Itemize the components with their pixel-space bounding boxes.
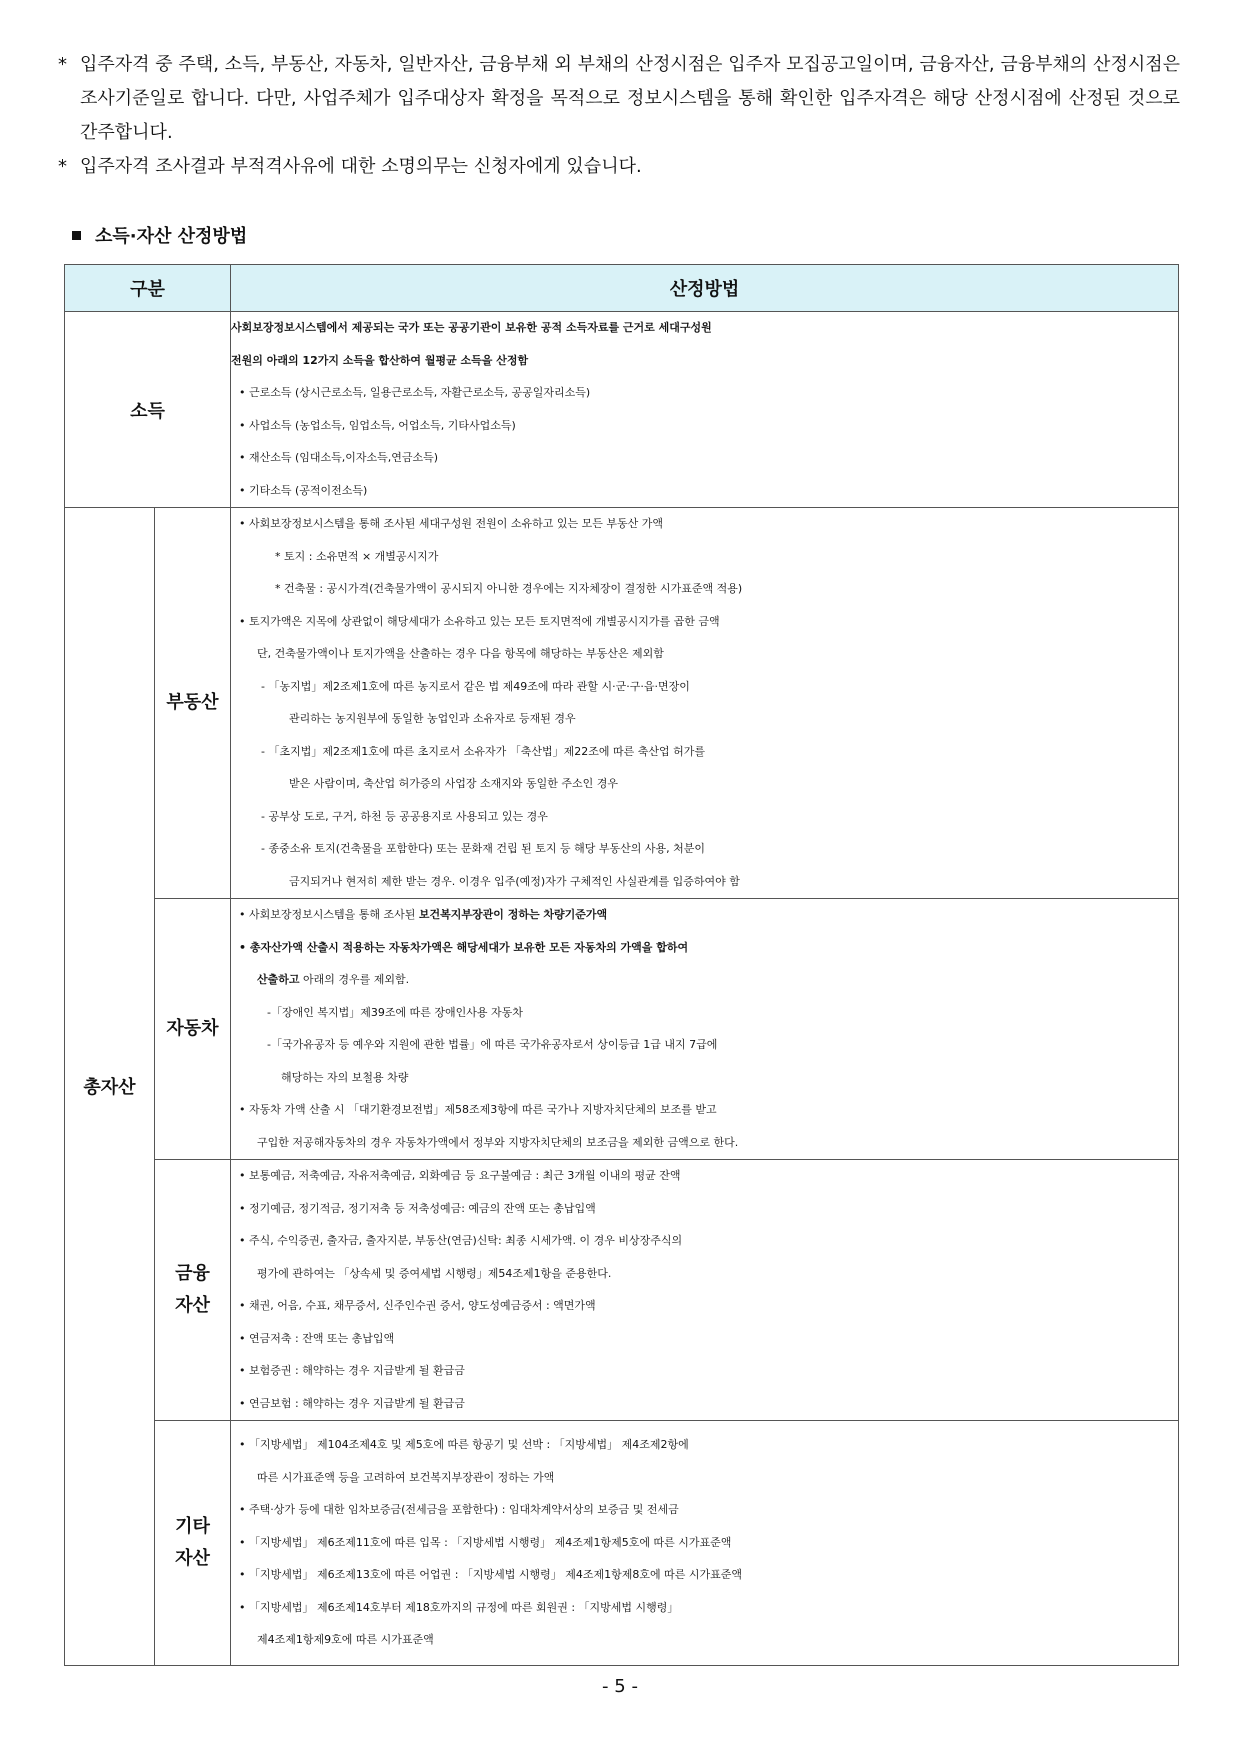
car-line: 해당하는 자의 보철용 차량 xyxy=(281,1070,409,1084)
car-line: • 사회보장정보시스템을 통해 조사된 보건복지부장관이 정하는 차량기준가액 xyxy=(239,908,608,921)
income-label: 소득 xyxy=(65,312,231,508)
car-line: 구입한 저공해자동차의 경우 자동차가액에서 정부와 지방자치단체의 보조금을 제외한 금액으로 한다. xyxy=(257,1135,739,1149)
other-line: • 「지방세법」 제6조제13호에 따른 어업권 : 「지방세법 시행령」 제4조제1항제8호에 따른 시가표준액 xyxy=(239,1568,743,1581)
car-line: -「장애인 복지법」제39조에 따른 장애인사용 자동차 xyxy=(267,1005,523,1019)
notes xyxy=(58,48,1180,184)
other-line: • 주택·상가 등에 대한 임차보증금(전세금을 포함한다) : 임대차계약서상의 보증금 및 전세금 xyxy=(239,1503,679,1516)
real-estate-line: * 건축물 : 공시가격(건축물가액이 공시되지 아니한 경우에는 지자체장이 결정한 시가표준액 적용) xyxy=(275,582,743,595)
financial-line: • 보통예금, 저축예금, 자유저축예금, 외화예금 등 요구불예금 : 최근 3개월 이내의 평균 잔액 xyxy=(239,1169,681,1182)
other-line: 따른 시가표준액 등을 고려하여 보건복지부장관이 정하는 가액 xyxy=(257,1470,555,1484)
note-text: 입주자격 중 주택, 소득, 부동산, 자동차, 일반자산, 금융부채 외 부채의 산정시점은 입주자 모집공고일이며, 금융자산, 금융부채의 산정시점은 조사기준일로 합니다. 다만, 사업주체가 입주대상자 확정을 목적으로 정보시스템을 통해 확인한 입주자격은 해당 산정시점에 산정된 것으로 간주합니다. xyxy=(80,54,1180,143)
table-row-income xyxy=(65,312,1179,508)
financial-line: 평가에 관하여는 「상속세 및 증여세법 시행령」제54조제1항을 준용한다. xyxy=(257,1266,612,1280)
real-estate-content xyxy=(231,508,1179,899)
real-estate-line: • 토지가액은 지목에 상관없이 해당세대가 소유하고 있는 모든 토지면적에 개별공시지가를 곱한 금액 xyxy=(239,614,720,628)
other-label: 기타 자산 xyxy=(155,1421,231,1666)
income-line: • 재산소득 (임대소득,이자소득,연금소득) xyxy=(239,451,439,464)
table-header-row xyxy=(65,265,1179,312)
financial-line: • 주식, 수익증권, 출자금, 출자지분, 부동산(연금)신탁: 최종 시세가액. 이 경우 비상장주식의 xyxy=(239,1234,683,1247)
square-bullet-icon xyxy=(72,231,81,240)
car-line: • 자동차 가액 산출 시 「대기환경보전법」제58조제3항에 따른 국가나 지방자치단체의 보조를 받고 xyxy=(239,1103,717,1116)
real-estate-line: 관리하는 농지원부에 동일한 농업인과 소유자로 등재된 경우 xyxy=(289,712,576,725)
income-line: 전원의 아래의 12가지 소득을 합산하여 월평균 소득을 산정함 xyxy=(231,353,529,367)
header-category: 구분 xyxy=(65,265,231,312)
table-row-car xyxy=(65,899,1179,1160)
page-number: - 5 - xyxy=(602,1676,638,1697)
table-row-financial xyxy=(65,1160,1179,1421)
header-method: 산정방법 xyxy=(231,265,1179,312)
real-estate-label: 부동산 xyxy=(155,508,231,899)
note-2 xyxy=(58,150,1180,184)
car-label: 자동차 xyxy=(155,899,231,1160)
other-content xyxy=(231,1421,1179,1666)
financial-line: • 보험증권 : 해약하는 경우 지급받게 될 환급금 xyxy=(239,1364,465,1377)
financial-line: • 연금보험 : 해약하는 경우 지급받게 될 환급금 xyxy=(239,1396,465,1410)
income-line: • 기타소득 (공적이전소득) xyxy=(239,483,368,497)
real-estate-line: 받은 사람이며, 축산업 허가증의 사업장 소재지와 동일한 주소인 경우 xyxy=(289,777,618,790)
real-estate-line: - 「초지법」제2조제1호에 따른 초지로서 소유자가 「축산법」제22조에 따른 축산업 허가를 xyxy=(261,744,705,758)
note-text: 입주자격 조사결과 부적격사유에 대한 소명의무는 신청자에게 있습니다. xyxy=(80,156,642,177)
car-line: -「국가유공자 등 예우와 지원에 관한 법률」에 따른 국가유공자로서 상이등급 1급 내지 7급에 xyxy=(267,1038,718,1051)
real-estate-line: - 종중소유 토지(건축물을 포함한다) 또는 문화재 건립 된 토지 등 해당 부동산의 사용, 처분이 xyxy=(261,842,706,855)
car-line: 산출하고 아래의 경우를 제외함. xyxy=(257,973,410,986)
car-content xyxy=(231,899,1179,1160)
section-title: 소득·자산 산정방법 xyxy=(72,222,247,248)
real-estate-line: - 공부상 도로, 구거, 하천 등 공공용지로 사용되고 있는 경우 xyxy=(261,809,548,823)
financial-line: • 연금저축 : 잔액 또는 총납입액 xyxy=(239,1331,395,1345)
note-1 xyxy=(58,48,1180,150)
calculation-table xyxy=(64,264,1179,1666)
financial-line: • 채권, 어음, 수표, 채무증서, 신주인수권 증서, 양도성예금증서 : 액면가액 xyxy=(239,1299,596,1312)
real-estate-line: * 토지 : 소유면적 × 개별공시지가 xyxy=(275,549,439,563)
table-row-other xyxy=(65,1421,1179,1666)
income-content xyxy=(231,312,1179,508)
real-estate-line: 단, 건축물가액이나 토지가액을 산출하는 경우 다음 항목에 해당하는 부동산은 제외함 xyxy=(257,647,664,660)
financial-line: • 정기예금, 정기적금, 정기저축 등 저축성예금: 예금의 잔액 또는 총납입액 xyxy=(239,1201,596,1215)
other-line: • 「지방세법」 제6조제11호에 따른 입목 : 「지방세법 시행령」 제4조제1항제5호에 따른 시가표준액 xyxy=(239,1535,732,1549)
note-marker: * xyxy=(58,54,67,75)
income-line: • 사업소득 (농업소득, 임업소득, 어업소득, 기타사업소득) xyxy=(239,418,516,432)
financial-content xyxy=(231,1160,1179,1421)
real-estate-line: 금지되거나 현저히 제한 받는 경우. 이경우 입주(예정)자가 구체적인 사실관계를 입증하여야 함 xyxy=(289,874,740,888)
income-line: 사회보장정보시스템에서 제공되는 국가 또는 공공기관이 보유한 공적 소득자료를 근거로 세대구성원 xyxy=(231,321,712,334)
other-line: 제4조제1항제9호에 따른 시가표준액 xyxy=(257,1633,434,1646)
real-estate-line: • 사회보장정보시스템을 통해 조사된 세대구성원 전원이 소유하고 있는 모든 부동산 가액 xyxy=(239,517,663,530)
real-estate-line: - 「농지법」제2조제1호에 따른 농지로서 같은 법 제49조에 따라 관할 시·군·구·읍·면장이 xyxy=(261,679,690,693)
income-line: • 근로소득 (상시근로소득, 일용근로소득, 자활근로소득, 공공일자리소득) xyxy=(239,386,591,399)
other-line: • 「지방세법」 제6조제14호부터 제18호까지의 규정에 따른 회원권 : 「지방세법 시행령」 xyxy=(239,1600,679,1614)
other-line: • 「지방세법」 제104조제4호 및 제5호에 따른 항공기 및 선박 : 「지방세법」 제4조제2항에 xyxy=(239,1438,689,1451)
assets-label: 총자산 xyxy=(65,508,155,1666)
table-row-real-estate xyxy=(65,508,1179,899)
car-line: • 총자산가액 산출시 적용하는 자동차가액은 해당세대가 보유한 모든 자동차의 가액을 합하여 xyxy=(239,940,689,954)
note-marker: * xyxy=(58,156,67,177)
financial-label: 금융 자산 xyxy=(155,1160,231,1421)
